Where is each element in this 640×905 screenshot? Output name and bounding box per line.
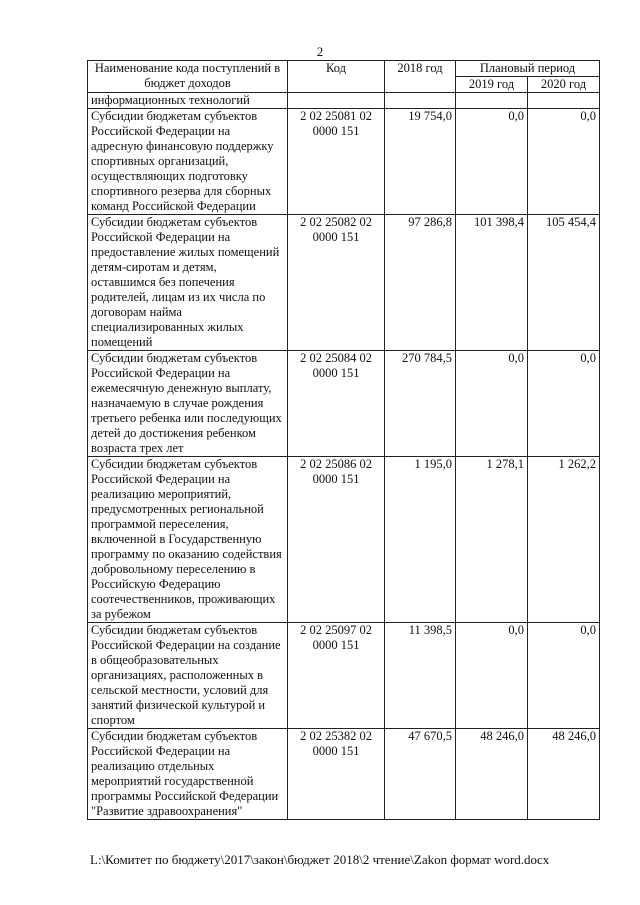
row-name: Субсидии бюджетам субъектов Российской Федерации на предоставление жилых помещений детям-сиротам и детям, оставшимся без попечения родителей, лицам из их числа по договорам найма специализированных жилых помещений bbox=[88, 215, 288, 351]
row-name: Субсидии бюджетам субъектов Российской Федерации на адресную финансовую поддержку спортивных организаций, осуществляющих подготовку спортивного резерва для сборных команд Российской Федерации bbox=[88, 109, 288, 215]
row-name: Субсидии бюджетам субъектов Российской Федерации на создание в общеобразовательных организациях, расположенных в сельской местности, условий для занятий физической культурой и спортом bbox=[88, 623, 288, 729]
row-code: 2 02 25382 02 0000 151 bbox=[288, 729, 385, 820]
row-value-2018: 11 398,5 bbox=[385, 623, 456, 729]
row-value-2018: 1 195,0 bbox=[385, 457, 456, 623]
row-value-2020: 48 246,0 bbox=[528, 729, 600, 820]
row-value-2020: 1 262,2 bbox=[528, 457, 600, 623]
table-row bbox=[88, 351, 600, 457]
row-name: Субсидии бюджетам субъектов Российской Федерации на ежемесячную денежную выплату, назначаемую в случае рождения третьего ребенка или последующих детей до достижения ребенком возраста трех лет bbox=[88, 351, 288, 457]
table-row bbox=[88, 109, 600, 215]
row-code: 2 02 25081 02 0000 151 bbox=[288, 109, 385, 215]
continuation-text: информационных технологий bbox=[88, 93, 288, 109]
row-name: Субсидии бюджетам субъектов Российской Федерации на реализацию мероприятий, предусмотренных региональной программой переселения, включенной в Государственную программу по оказанию содействия добровольному переселению в Российскую Федерацию соотечественников, проживающих за рубежом bbox=[88, 457, 288, 623]
table-row bbox=[88, 623, 600, 729]
row-code: 2 02 25097 02 0000 151 bbox=[288, 623, 385, 729]
table-row bbox=[88, 215, 600, 351]
header-plan-period: Плановый период bbox=[456, 61, 600, 77]
continuation-row bbox=[88, 93, 600, 109]
file-path-footer: L:\Комитет по бюджету\2017\закон\бюджет 2018\2 чтение\Zakon формат word.docx bbox=[90, 852, 550, 867]
header-row-top bbox=[88, 61, 600, 77]
row-value-2018: 270 784,5 bbox=[385, 351, 456, 457]
row-code: 2 02 25086 02 0000 151 bbox=[288, 457, 385, 623]
header-2018: 2018 год bbox=[385, 61, 456, 93]
row-value-2019: 1 278,1 bbox=[456, 457, 528, 623]
row-value-2018: 97 286,8 bbox=[385, 215, 456, 351]
row-value-2019: 48 246,0 bbox=[456, 729, 528, 820]
header-2019: 2019 год bbox=[456, 77, 528, 93]
row-code: 2 02 25082 02 0000 151 bbox=[288, 215, 385, 351]
row-value-2020: 0,0 bbox=[528, 351, 600, 457]
table-row bbox=[88, 729, 600, 820]
row-code: 2 02 25084 02 0000 151 bbox=[288, 351, 385, 457]
row-value-2020: 0,0 bbox=[528, 109, 600, 215]
page-number: 2 bbox=[316, 44, 324, 59]
row-value-2018: 19 754,0 bbox=[385, 109, 456, 215]
row-value-2019: 0,0 bbox=[456, 623, 528, 729]
row-value-2020: 0,0 bbox=[528, 623, 600, 729]
row-value-2019: 101 398,4 bbox=[456, 215, 528, 351]
row-value-2019: 0,0 bbox=[456, 109, 528, 215]
header-code: Код bbox=[288, 61, 385, 93]
table-row bbox=[88, 457, 600, 623]
row-value-2019: 0,0 bbox=[456, 351, 528, 457]
row-value-2020: 105 454,4 bbox=[528, 215, 600, 351]
header-2020: 2020 год bbox=[528, 77, 600, 93]
row-name: Субсидии бюджетам субъектов Российской Федерации на реализацию отдельных мероприятий государственной программы Российской Федерации "Развитие здравоохранения" bbox=[88, 729, 288, 820]
header-name: Наименование кода поступлений в бюджет доходов bbox=[88, 61, 288, 93]
row-value-2018: 47 670,5 bbox=[385, 729, 456, 820]
budget-table bbox=[87, 60, 600, 820]
